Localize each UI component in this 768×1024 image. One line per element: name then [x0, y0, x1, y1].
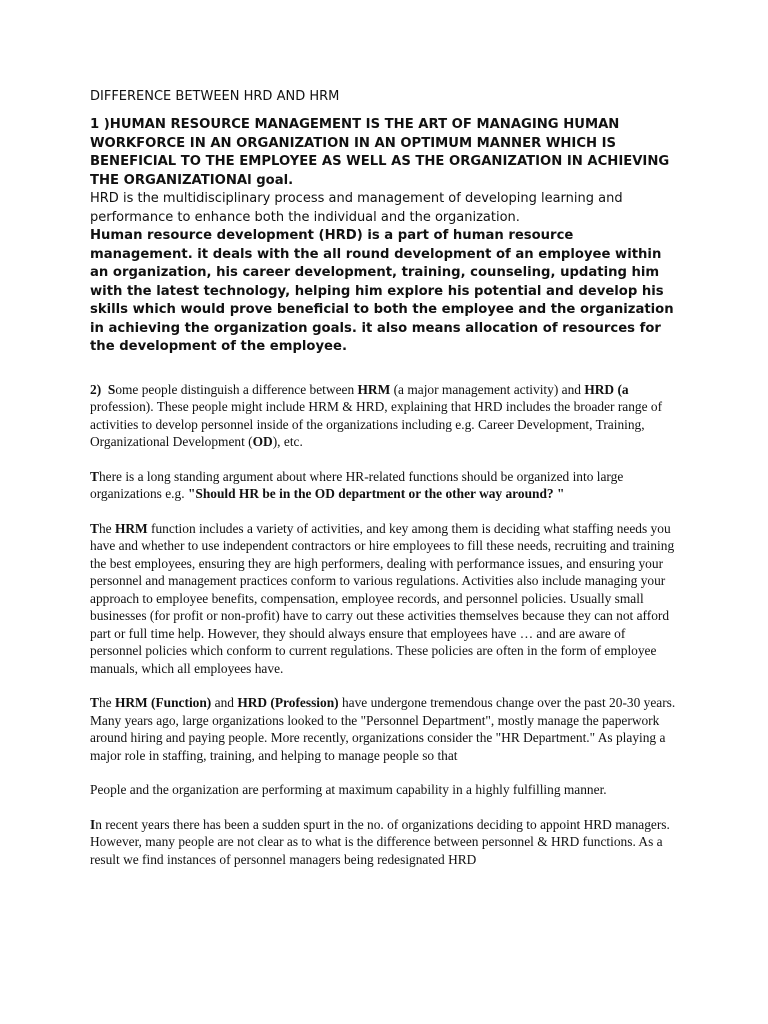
para4-text-2: function includes a variety of activities, and key among them is deciding what staffing needs you have and whether to use independent contractors or hire employees to fill these needs, recruiting and training the best employees, ensuring they are high performers, dealing with performance issues, and ensuring your personnel and management practices conform to various regulations. Activities also include managing your approach to employee benefits, compensation, employee records, and personnel policies. Usually small businesses (for profit or non-profit) have to carry out these activities themselves because they can not afford part or full time help. However, they should always ensure that employees have … and are aware of personnel policies which conform to current regulations. These policies are often in the form of employee manuals, which all employees have. [90, 520, 675, 676]
para2-a-open: (a [617, 381, 629, 397]
para2-number: 2) [90, 381, 102, 397]
para2-hrm: HRM [357, 381, 391, 397]
caps-tail-text: l goal. [247, 172, 294, 188]
para2-text-1: ome people distinguish a difference between [115, 381, 358, 397]
document-page [90, 88, 680, 868]
section1-caps-statement [90, 116, 680, 190]
paragraph-2 [90, 381, 680, 451]
para7-dropcap: I [90, 816, 96, 832]
para5-hrm-function: HRM (Function) [114, 695, 212, 710]
para5-hrd-profession: HRD (Profession) [237, 695, 339, 710]
para2-dropcap: S [107, 381, 116, 397]
para2-text-4: ), etc. [272, 434, 303, 449]
para4-text-1: he [98, 520, 115, 536]
para2-text-3: profession). These people might include HRM & HRD, explaining that HRD includes the broader range of activities to develop personnel inside of the organizations including e.g. Career Development, Training, Organizational Development ( [90, 399, 663, 449]
para5-text-1: he [98, 695, 115, 710]
para5-dropcap: T [90, 695, 99, 710]
para2-od: OD [252, 434, 273, 449]
para3-dropcap: T [90, 468, 99, 484]
hrd-definition: HRD is the multidisciplinary process and management of developing learning and performance to enhance both the individual and the organization. [90, 191, 623, 225]
document-heading: DIFFERENCE BETWEEN HRD AND HRM [90, 89, 340, 104]
paragraph-4 [90, 520, 680, 678]
para2-text-2: (a major management activity) and [390, 381, 585, 397]
para4-hrm: HRM [114, 520, 148, 536]
paragraph-6: People and the organization are performing at maximum capability in a highly fulfilling manner. [90, 782, 607, 797]
paragraph-3 [90, 468, 680, 503]
para5-text-3: have undergone tremendous change over the past 20-30 years. Many years ago, large organizations looked to the "Personnel Department", mostly manage the paperwork around hiring and paying people. More recently, organizations consider the "HR Department." As playing a major role in staffing, training, and helping to manage people so that [90, 695, 676, 763]
para5-text-2: and [211, 695, 238, 710]
para3-quote: "Should HR be in the OD department or the other way around? " [187, 486, 565, 501]
paragraph-5 [90, 694, 680, 764]
para3-text: here is a long standing argument about where HR-related functions should be organized into large organizations e.g. [90, 468, 624, 501]
caps-main-text: 1 )HUMAN RESOURCE MANAGEMENT IS THE ART OF MANAGING HUMAN WORKFORCE IN AN ORGANIZATION IN AN OPTIMUM MANNER WHICH IS BENEFICIAL TO THE EMPLOYEE AS WELL AS THE ORGANIZATION IN ACHIEVING THE ORGANIZATIONA [90, 117, 670, 188]
hrd-detail: Human resource development (HRD) is a part of human resource management. it deals with the all round development of an employee within an organization, his career development, training, counseling, updating him with the latest technology, helping him explore his potential and develop his skills which would prove beneficial to both the employee and the organization in achieving the organization goals. it also means allocation of resources for the development of the employee. [90, 228, 674, 354]
para4-dropcap: T [90, 520, 99, 536]
para7-text: n recent years there has been a sudden spurt in the no. of organizations deciding to appoint HRD managers. However, many people are not clear as to what is the difference between personnel & HRD functions. As a result we find instances of personnel managers being redesignated HRD [90, 816, 670, 867]
para2-hrd: HRD [584, 381, 615, 397]
paragraph-7 [90, 816, 680, 869]
